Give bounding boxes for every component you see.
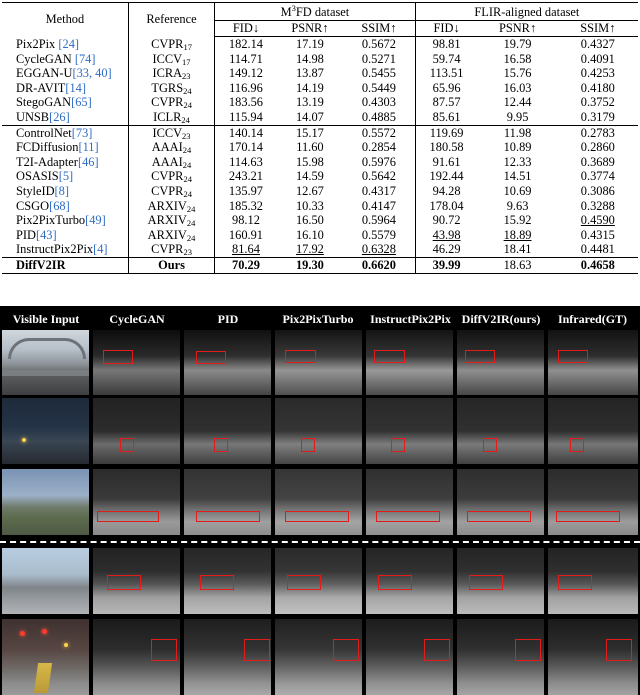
row2-pid-image [184,398,271,464]
table-row: StyleID[8] $CVPR_{24}$ 135.97 12.67 0.4317 94.28 10.69 0.3086 [16,183,615,199]
row1-instructpix2pix-image [366,330,453,395]
row5-diffv2ir-image [457,619,544,695]
row1-infrared-gt-image [548,330,638,395]
row4-diffv2ir-image [457,548,544,614]
col-header-diffv2ir: DiffV2IR(ours) [461,312,541,326]
table-row-ours: DiffV2IR Ours 70.29 19.30 0.6620 39.99 18.63 0.4658 [2,257,638,273]
row3-pid-image [184,469,271,535]
row4-instructpix2pix-image [366,548,453,614]
table-row: OSASIS[5] $CVPR_{24}$ 243.21 14.59 0.5642 192.44 14.51 0.3774 [16,169,615,185]
header-ssim: SSIM↑ [343,21,415,37]
header-method: Method [2,3,128,37]
row1-pid-image [184,330,271,395]
row4-pid-image [184,548,271,614]
row5-instructpix2pix-image [366,619,453,695]
header-reference: Reference [128,3,214,37]
row4-cyclegan-image [93,548,180,614]
row1-visible-image [2,330,89,395]
table-row: PID[43] $ARXIV_{24}$ 160.91 16.10 0.5579 43.98 18.89 0.4315 [16,227,615,243]
row-separator [0,541,640,543]
row3-infrared-gt-image [548,469,638,535]
table-row: T2I-Adapter[46] $AAAI_{24}$ 114.63 15.98 0.5976 91.61 12.33 0.3689 [16,154,615,170]
table-row: DR-AVIT[14] $TGRS_{24}$ 116.96 14.19 0.5449 65.96 16.03 0.4180 [16,80,615,96]
header-flir-dataset: FLIR-aligned dataset [415,3,638,21]
row2-diffv2ir-image [457,398,544,464]
table-row: StegoGAN[65] $CVPR_{24}$ 183.56 13.19 0.4303 87.57 12.44 0.3752 [16,95,615,111]
col-header-infrared-gt: Infrared(GT) [557,312,628,326]
table-row: EGGAN-U[33, 40] $ICRA_{23}$ 149.12 13.87 0.5455 113.51 15.76 0.4253 [16,66,615,82]
col-header-pix2pixturbo: Pix2PixTurbo [282,312,354,326]
table-row: CycleGAN [74] $ICCV_{17}$ 114.71 14.98 0.5271 59.74 16.58 0.4091 [16,51,615,67]
row2-cyclegan-image [93,398,180,464]
row1-diffv2ir-image [457,330,544,395]
row1-pix2pixturbo-image [275,330,362,395]
table-row: ControlNet[73] $ICCV_{23}$ 140.14 15.17 0.5572 119.69 11.98 0.2783 [2,125,638,140]
figure-panel [0,306,640,695]
row4-pix2pixturbo-image [275,548,362,614]
header-psnr: PSNR↑ [477,21,557,37]
col-header-instructpix2pix: InstructPix2Pix [370,312,451,326]
header-fid: FID↓ [415,21,477,37]
header-ssim: SSIM↑ [558,21,638,37]
row3-cyclegan-image [93,469,180,535]
table-row: Pix2Pix [24] $CVPR_{17}$ 182.14 17.19 0.5672 98.81 19.79 0.4327 [16,36,615,52]
col-header-cyclegan: CycleGAN [109,312,165,326]
row2-visible-image [2,398,89,464]
row3-instructpix2pix-image [366,469,453,535]
row1-cyclegan-image [93,330,180,395]
col-header-pid: PID [217,312,239,326]
row2-pix2pixturbo-image [275,398,362,464]
col-header-visible-input: Visible Input [12,312,80,326]
row3-visible-image [2,469,89,535]
row2-infrared-gt-image [548,398,638,464]
header-psnr: PSNR↑ [277,21,343,37]
row5-pid-image [184,619,271,695]
row3-pix2pixturbo-image [275,469,362,535]
row5-pix2pixturbo-image [275,619,362,695]
table-row: FCDiffusion[11] $AAAI_{24}$ 170.14 11.60 0.2854 180.58 10.89 0.2860 [16,140,615,156]
row3-diffv2ir-image [457,469,544,535]
row2-instructpix2pix-image [366,398,453,464]
table-row: InstructPix2Pix[4] $CVPR_{23}$ 81.64 17.92 0.6328 46.29 18.41 0.4481 [16,242,615,258]
row4-visible-image [2,548,89,614]
header-fid: FID↓ [215,21,277,37]
table-row: Pix2PixTurbo[49] $ARXIV_{24}$ 98.12 16.50 0.5964 90.72 15.92 0.4590 [16,213,615,229]
table-row: UNSB[26] $ICLR_{24}$ 115.94 14.07 0.4885 85.61 9.95 0.3179 [16,109,615,125]
row5-cyclegan-image [93,619,180,695]
header-m3fd-dataset: $M^3FD$ dataset [215,3,416,21]
table-row: CSGO[68] $ARXIV_{24}$ 185.32 10.33 0.4147 178.04 9.63 0.3288 [16,198,615,214]
results-table [2,2,638,274]
row5-infrared-gt-image [548,619,638,695]
row4-infrared-gt-image [548,548,638,614]
row5-visible-image [2,619,89,695]
